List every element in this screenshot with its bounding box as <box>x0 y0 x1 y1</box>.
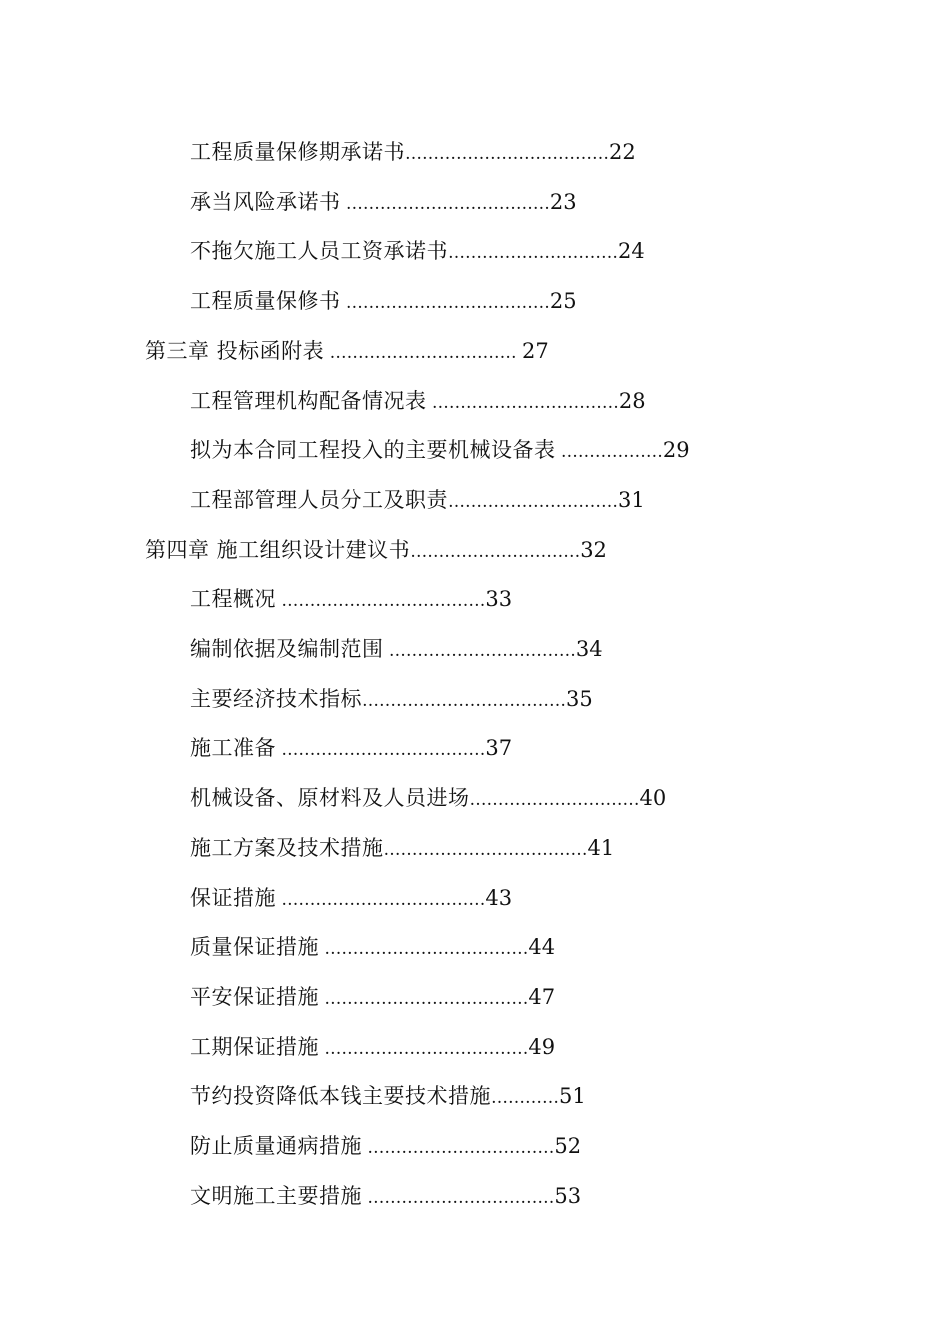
toc-entry[interactable] <box>190 281 577 321</box>
toc-entry[interactable] <box>190 430 690 470</box>
toc-entry-title: 工程概况 <box>190 587 276 612</box>
toc-entry-title: 承当风险承诺书 <box>190 189 341 214</box>
toc-leader-dots: ………………………… <box>469 790 640 811</box>
toc-leader-dots: …………………………… <box>362 1138 555 1158</box>
toc-leader-dots: ……………………………… <box>340 293 550 314</box>
toc-page-number: 35 <box>566 686 593 711</box>
toc-entry[interactable] <box>190 381 646 421</box>
toc-page-number: 41 <box>587 835 615 860</box>
toc-leader-dots: ……………………………… <box>276 889 486 910</box>
toc-entry-title: 第三章 投标函附表 <box>145 338 325 363</box>
toc-page-number: 31 <box>618 487 645 512</box>
toc-entry-title: 施工准备 <box>190 736 276 761</box>
toc-leader-dots: …………………………… <box>426 392 619 413</box>
toc-entry[interactable] <box>190 182 577 222</box>
toc-entry[interactable] <box>190 977 555 1017</box>
toc-entry-title: 质量保证措施 <box>190 935 319 960</box>
toc-leader-dots: …………………………… <box>362 1187 555 1208</box>
toc-leader-dots: ………………………… <box>448 243 618 264</box>
toc-leader-dots: ……………………………… <box>319 988 529 1009</box>
toc-page-number: 27 <box>522 338 549 363</box>
toc-page-number: 40 <box>639 786 667 811</box>
toc-entry-title: 防止质量通病措施 <box>190 1134 362 1158</box>
toc-leader-dots: ……………………………… <box>319 1038 529 1059</box>
toc-entry-title: 施工方案及技术措施 <box>190 835 384 860</box>
toc-entry[interactable] <box>190 778 666 818</box>
toc-entry-title: 工程质量保修期承诺书 <box>190 140 405 164</box>
toc-entry[interactable] <box>190 132 636 172</box>
toc-entry-title: 节约投资降低本钱主要技术措施 <box>190 1084 491 1109</box>
toc-entry-title: 保证措施 <box>190 885 276 910</box>
toc-entry-title: 第四章 施工组织设计建议书 <box>145 537 411 562</box>
toc-leader-dots: ……………………………… <box>362 690 566 711</box>
toc-page-number: 53 <box>554 1183 582 1208</box>
toc-entry[interactable] <box>190 1076 586 1116</box>
toc-leader-dots: ……………………………… <box>383 839 588 860</box>
toc-leader-dots: …………………………… <box>324 342 522 363</box>
toc-entry-title: 工程管理机构配备情况表 <box>190 388 427 413</box>
toc-page-number: 52 <box>554 1134 582 1158</box>
toc-page-number: 51 <box>559 1084 586 1109</box>
toc-entry[interactable] <box>190 579 512 619</box>
toc-entry-title: 拟为本合同工程投入的主要机械设备表 <box>190 438 556 463</box>
toc-page-number: 28 <box>618 388 646 413</box>
toc-page-number: 25 <box>549 289 577 314</box>
toc-entry[interactable] <box>190 927 555 967</box>
toc-entry-title: 主要经济技术指标 <box>190 686 362 711</box>
toc-page-number: 44 <box>528 935 556 960</box>
toc-page-number: 37 <box>485 736 513 761</box>
toc-leader-dots: ……………………………… <box>276 740 486 761</box>
toc-page-number: 43 <box>485 885 513 910</box>
toc-chapter-entry[interactable] <box>145 331 549 371</box>
toc-entry-title: 不拖欠施工人员工资承诺书 <box>190 239 448 264</box>
toc-entry-title: 文明施工主要措施 <box>190 1183 362 1208</box>
toc-leader-dots: ……………………………… <box>319 939 529 960</box>
toc-entry-title: 工程部管理人员分工及职责 <box>190 487 448 512</box>
toc-page-number: 33 <box>485 587 513 612</box>
toc-leader-dots: ……………………………… <box>276 591 486 612</box>
toc-page-number: 32 <box>580 537 607 562</box>
toc-page-number: 47 <box>528 984 556 1009</box>
toc-entry-title: 平安保证措施 <box>190 984 319 1009</box>
toc-entry[interactable] <box>190 629 603 669</box>
toc-entry[interactable] <box>190 679 593 719</box>
toc-entry[interactable] <box>190 878 512 918</box>
toc-page-number: 24 <box>618 239 645 264</box>
toc-entry[interactable] <box>190 480 645 520</box>
toc-entry[interactable] <box>190 231 645 271</box>
toc-entry-title: 机械设备、原材料及人员进场 <box>190 786 470 811</box>
toc-entry[interactable] <box>190 828 614 868</box>
toc-page-number: 49 <box>528 1034 556 1059</box>
toc-entry[interactable] <box>190 1027 555 1067</box>
toc-page-number: 23 <box>549 189 577 214</box>
toc-leader-dots: ………………………… <box>448 491 618 512</box>
toc-leader-dots: ………… <box>491 1088 559 1109</box>
toc-entry[interactable] <box>190 1126 581 1166</box>
toc-page-number: 22 <box>609 140 636 164</box>
toc-entry-title: 工程质量保修书 <box>190 289 341 314</box>
toc-entry-title: 工期保证措施 <box>190 1034 319 1059</box>
toc-page-number: 34 <box>575 637 603 661</box>
toc-entry[interactable] <box>190 1176 581 1216</box>
toc-page-number: 29 <box>662 438 690 463</box>
toc-entry-title: 编制依据及编制范围 <box>190 637 384 661</box>
toc-leader-dots: ……………………………… <box>340 193 550 214</box>
toc-chapter-entry[interactable] <box>145 530 607 570</box>
toc-entry[interactable] <box>190 728 512 768</box>
toc-leader-dots: ……………………………… <box>405 144 609 164</box>
toc-leader-dots: ……………… <box>555 442 663 463</box>
toc-leader-dots: ………………………… <box>410 541 581 562</box>
toc-leader-dots: …………………………… <box>383 641 576 661</box>
